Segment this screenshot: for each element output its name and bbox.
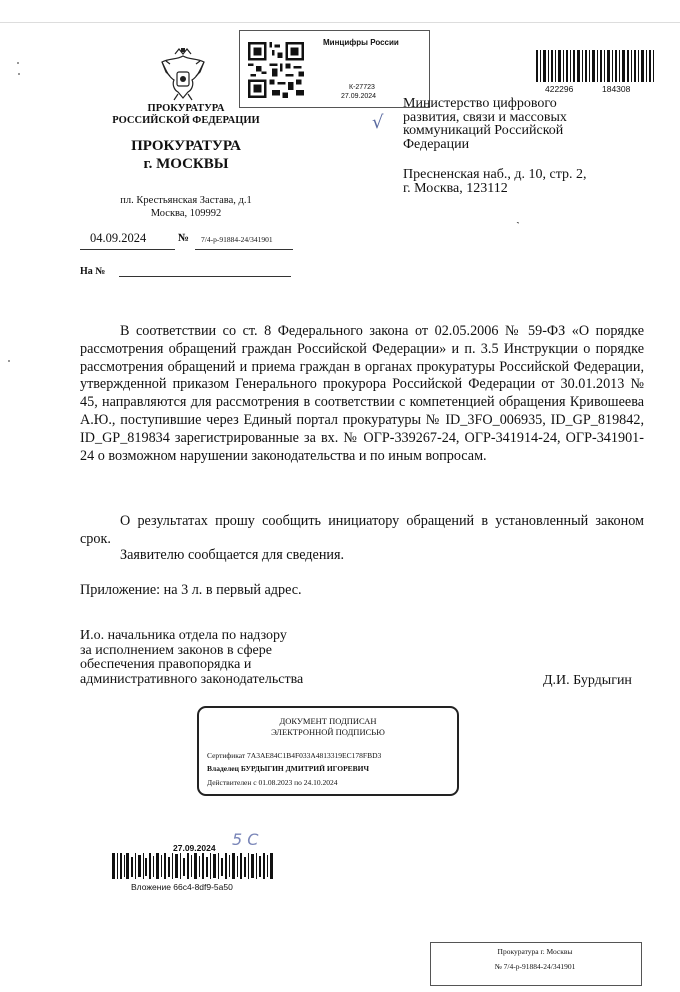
signatory-line3: обеспечения правопорядка и — [80, 657, 252, 672]
body-paragraph-2: О результатах прошу сообщить инициатору обращений в установленный законом срок. — [80, 513, 644, 547]
barcode-top — [536, 50, 654, 82]
scan-speck — [17, 62, 19, 64]
addressee-address-line2: г. Москва, 123112 — [403, 181, 508, 196]
document-date: 04.09.2024 — [90, 231, 147, 245]
addressee-line1: Министерство цифрового — [403, 96, 557, 111]
document-number: 7/4-р-91884-24/341901 — [201, 235, 273, 244]
reference-number-underline — [119, 276, 291, 277]
org-subdivision — [106, 137, 266, 173]
reference-number-label: На № — [80, 266, 106, 277]
intake-date: 27.09.2024 — [173, 843, 216, 853]
org-address-line1: пл. Крестьянская Застава, д.1 — [120, 195, 252, 206]
coat-of-arms-emblem — [156, 46, 210, 104]
addressee-address — [403, 168, 653, 196]
signatory-line4: административного законодательства — [80, 671, 304, 687]
check-mark: √ — [372, 112, 384, 133]
signatory-line1: И.о. начальника отдела по надзору — [80, 628, 287, 643]
scan-speck — [18, 73, 20, 75]
barcode-top-code-left: 422296 — [545, 84, 574, 94]
signatory-name: Д.И. Бурдыгин — [543, 673, 632, 688]
handwritten-note: 5 С — [232, 830, 259, 849]
page-top-edge — [0, 22, 680, 23]
barcode-bottom — [112, 853, 274, 879]
stamp-org: Минцифры России — [323, 38, 399, 47]
org-line2: РОССИЙСКОЙ ФЕДЕРАЦИИ — [112, 115, 260, 126]
stamp-reg-date: 27.09.2024 — [341, 93, 377, 100]
footer-org: Прокуратура г. Москвы — [497, 947, 573, 956]
org-address-line2: Москва, 109992 — [150, 208, 222, 219]
addressee-line2: развития, связи и массовых — [403, 109, 567, 125]
esign-validity: Действителен с 01.08.2023 по 24.10.2024 — [207, 778, 338, 787]
scan-mark: ˺ — [516, 221, 520, 232]
body-paragraph-3: Заявителю сообщается для сведения. — [120, 547, 345, 563]
attachment-line: Приложение: на 3 л. в первый адрес. — [80, 582, 302, 598]
stamp-reg-number: К-27723 — [349, 84, 375, 91]
body-paragraph-1: В соответствии со ст. 8 Федерального закона от 02.05.2006 № 59-ФЗ «О порядке рассмотрения обращений граждан Российской Федерации» и п. 3.5 Инструкции о порядке рассмотрения обращений и приема граждан в органах прокуратуры Российской Федерации, утвержденной приказом Генерального прокурора Российской Федерации от 30.01.2013 № 45, направляются для рассмотрения в соответствии с компетенцией обращения Кривошеева А.Ю., поступившие через Единый портал прокуратуры № ID_3FO_006935, ID_GP_819842, ID_GP_819834 зарегистрированные за вх. № ОГР-339267-24, ОГР-341914-24, ОГР-341901-24 о возможном нарушении законодательства и по иным вопросам. — [80, 323, 644, 464]
signatory-line2: за исполнением законов в сфере — [80, 642, 272, 658]
scan-speck — [8, 360, 10, 362]
date-underline — [80, 249, 175, 250]
barcode-top-code-right: 184308 — [602, 84, 631, 94]
org-address — [106, 194, 266, 220]
addressee-address-line1: Пресненская наб., д. 10, стр. 2, — [403, 167, 587, 182]
signatory-position — [80, 629, 350, 687]
qr-code — [248, 42, 304, 98]
attachment-id: Вложение 66c4-8df9-5a50 — [131, 882, 233, 892]
number-underline — [195, 249, 293, 250]
esign-title — [199, 716, 457, 738]
addressee-line4: Федерации — [403, 136, 470, 152]
addressee-block — [403, 97, 653, 151]
document-number-label: № — [178, 232, 190, 244]
esign-owner: Владелец БУРДЫГИН ДМИТРИЙ ИГОРЕВИЧ — [207, 764, 370, 773]
org-sub-line1: ПРОКУРАТУРА — [131, 138, 241, 154]
esign-title-line1: ДОКУМЕНТ ПОДПИСАН — [279, 716, 377, 726]
org-sub-line2: г. МОСКВЫ — [143, 156, 229, 172]
footer-number: № 7/4-р-91884-24/341901 — [494, 962, 576, 971]
esign-certificate: Сертификат 7A3AE84C1B4F033A4813319EC178FBD3 — [207, 751, 382, 760]
esign-title-line2: ЭЛЕКТРОННОЙ ПОДПИСЬЮ — [271, 727, 385, 737]
org-line1: ПРОКУРАТУРА — [147, 103, 225, 114]
addressee-line3: коммуникаций Российской — [403, 123, 564, 138]
